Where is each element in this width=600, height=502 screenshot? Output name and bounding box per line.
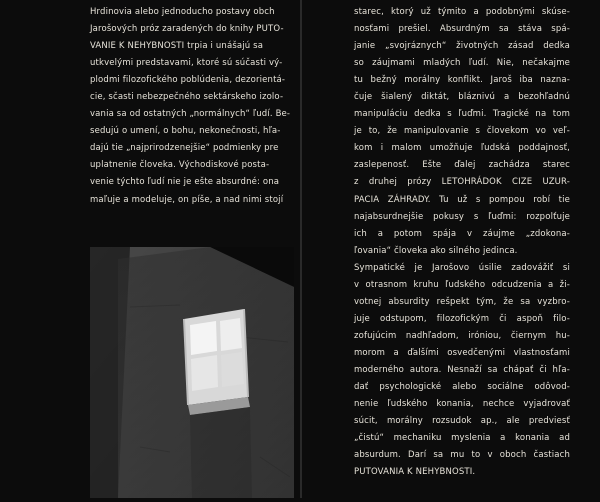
text-line: vania sa od ostatných „normálnych“ ľudí. Be- bbox=[90, 109, 291, 120]
text-line: juje odstupom, filozofickým či aspoň filo- bbox=[354, 313, 570, 324]
text-line: čuje šialený diktát, bláznivú a bezohľadnú bbox=[354, 92, 570, 103]
text-line: venie týchto ľudí nie je ešte absurdné: ona bbox=[90, 177, 280, 188]
text-line: sedujú o umení, o bohu, nekonečnosti, hľa- bbox=[90, 126, 281, 137]
text-line: PUTOVANIA K NEHYBNOSTI. bbox=[354, 467, 476, 478]
text-line: ľovania“ človeka ako silného jedinca. bbox=[354, 245, 518, 256]
text-line: utkvelými predstavami, ktoré sú súčasti vý- bbox=[90, 58, 283, 69]
text-line: cie, sčasti nebezpečného sektárskeho izolo- bbox=[90, 92, 284, 103]
text-line: absurdum. Darí sa mu to v oboch častiach bbox=[354, 450, 570, 461]
text-line: uplatnenie človeka. Východiskové posta- bbox=[90, 160, 270, 171]
text-line: zaslepenosť. Ešte ďalej zachádza starec bbox=[354, 160, 570, 171]
text-line: najabsurdnejšie pokusy s ľuďmi: rozpolťuje bbox=[354, 211, 570, 222]
text-line: kom i malom umožňuje ľudská poddajnosť, bbox=[354, 143, 570, 154]
text-line: nosťami prešiel. Absurdným sa stáva spá- bbox=[354, 24, 570, 35]
text-line: Sympatické je Jarošovo úsilie zadovážiť si bbox=[354, 262, 570, 273]
text-line: manipuláciu dedka s ľuďmi. Tragické na tom bbox=[354, 109, 570, 120]
text-line: súcit, morálny rozsudok ap., ale predviesť bbox=[354, 416, 570, 427]
text-line: Jarošových próz zaradených do knihy PUTO- bbox=[90, 24, 284, 35]
text-line: morom a ďalšími osvedčenými vlastnosťami bbox=[354, 347, 570, 358]
window-icon bbox=[184, 309, 250, 415]
text-line: PACIA ZÁHRADY. Tu už s pompou robí tie bbox=[354, 194, 570, 205]
text-line: VANIE K NEHYBNOSTI trpia i unášajú sa bbox=[90, 41, 264, 52]
text-line: plodmi filozofického poblúdenia, dezorientá- bbox=[90, 75, 286, 86]
text-line: je to, že manipulovanie s človekom vo veľ- bbox=[354, 126, 570, 137]
text-line: dajú tie „najprirodzenejšie“ podmienky pre bbox=[90, 143, 279, 154]
text-line: moderného autora. Nesnaží sa chápať či hľa- bbox=[354, 364, 570, 375]
text-line: starec, ktorý už týmito a podobnými skúse- bbox=[354, 7, 570, 17]
window-photo bbox=[90, 247, 294, 498]
text-line: nenie ľudského konania, nechce vyjadrovať bbox=[354, 399, 570, 410]
text-line: Hrdinovia alebo jednoducho postavy obch bbox=[90, 7, 275, 17]
text-line: z druhej prózy LETOHRÁDOK CIZE UZUR- bbox=[354, 177, 570, 188]
text-line: dať psychologické alebo sociálne odôvod- bbox=[354, 382, 570, 393]
window-photo-image bbox=[90, 247, 294, 498]
text-line: zofujúcim nadhľadom, iróniou, čiernym hu- bbox=[354, 330, 570, 341]
text-line: votnej absurdity rešpekt tým, že sa vyzbro- bbox=[354, 296, 570, 307]
text-line: so záujmami mladých ľudí. Nie, nečakajme bbox=[354, 58, 570, 69]
text-line: janie „svojráznych“ životných zásad dedka bbox=[354, 41, 570, 52]
left-text-column bbox=[90, 4, 291, 209]
right-text-column bbox=[354, 4, 570, 481]
page-gutter bbox=[300, 0, 302, 498]
under-window-shadow bbox=[190, 407, 252, 498]
text-line: v otrasnom kruhu ľudského odcudzenia a ži- bbox=[354, 279, 570, 290]
text-line: tu bežný morálny konflikt. Jaroš iba nazna- bbox=[354, 75, 570, 86]
text-line: ich a potom spája v záujme „zdokona- bbox=[354, 228, 570, 239]
text-line: maľuje a modeluje, on píše, a nad nimi stojí bbox=[90, 194, 284, 205]
text-line: „čistú“ mechaniku myslenia a konania ad bbox=[354, 433, 570, 444]
